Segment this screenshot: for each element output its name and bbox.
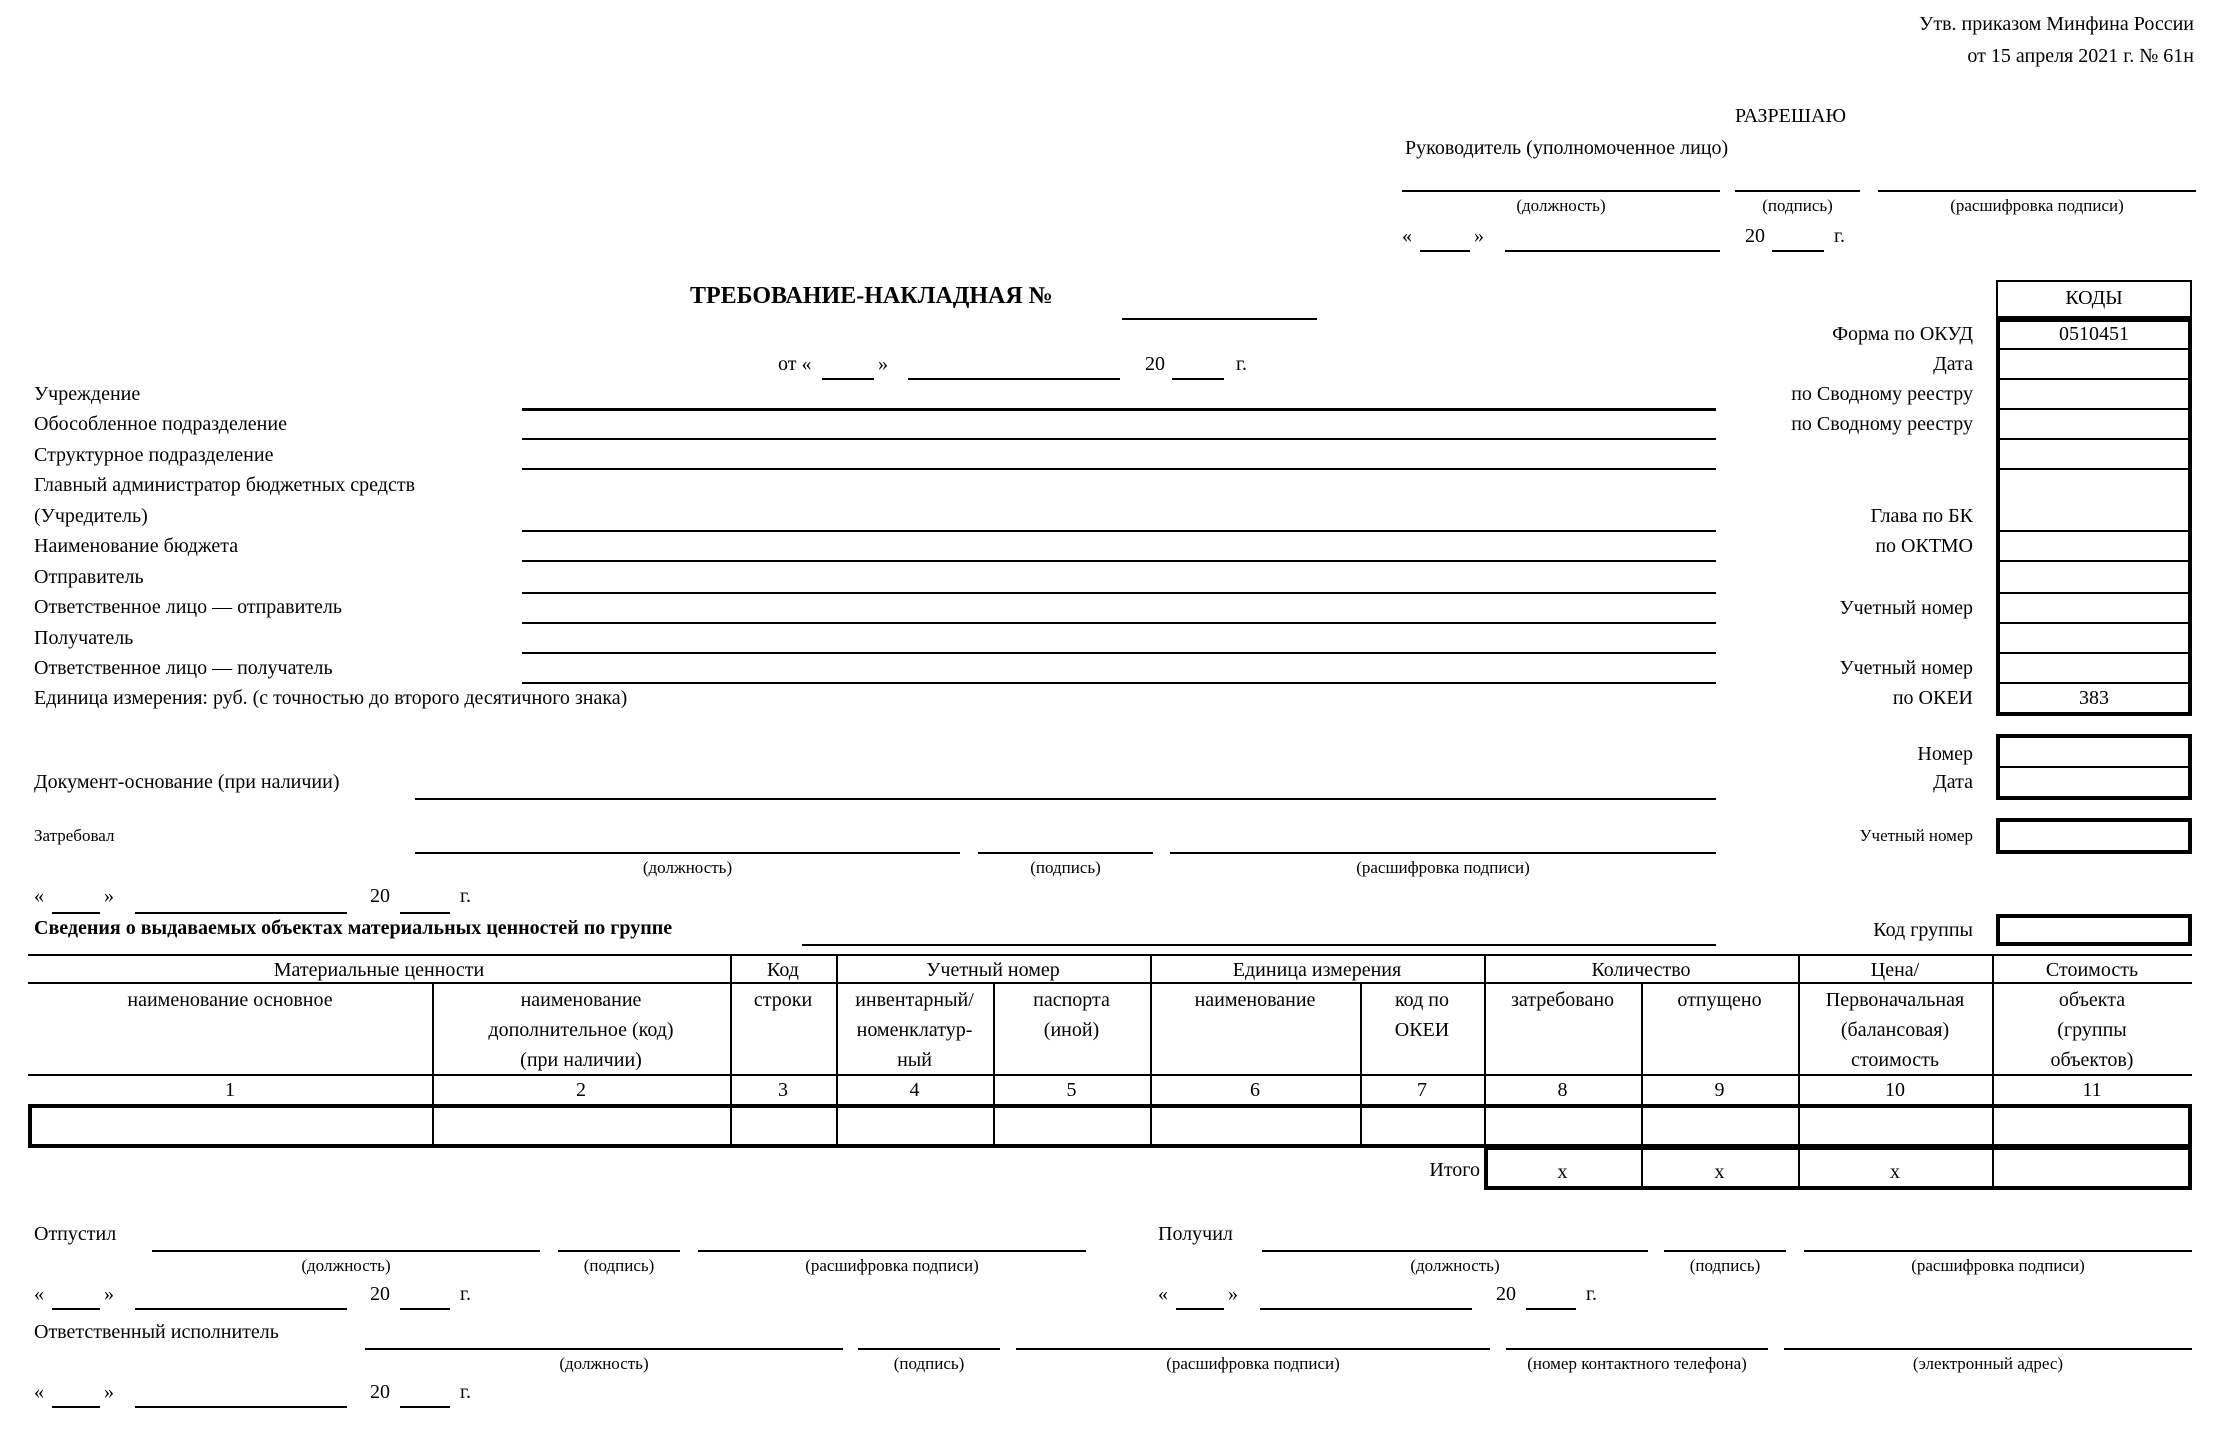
otpustil-cap-decoding: (расшифровка подписи) xyxy=(805,1256,979,1275)
okei-label: по ОКЕИ xyxy=(1892,687,1973,709)
th-stoim-1: Стоимость xyxy=(2045,959,2139,981)
okud-value: 0510451 xyxy=(2059,323,2129,345)
approve-q-open: « xyxy=(1402,225,1412,247)
otpustil-signature-line[interactable] xyxy=(558,1250,680,1252)
th-otp: отпущено xyxy=(1677,989,1762,1011)
uchet3-box xyxy=(1996,818,2192,854)
th-uchet: Учетный номер xyxy=(926,959,1060,981)
codes-row-sep xyxy=(1998,682,2190,684)
col-sep xyxy=(1484,954,1486,1148)
th-naim-dop-1: наименование xyxy=(520,989,642,1011)
otv-isp-cap-signature: (подпись) xyxy=(893,1354,965,1373)
th-stoim-3: (группы xyxy=(2057,1019,2127,1041)
codes-row-sep xyxy=(1998,530,2190,532)
approve-cap-position: (должность) xyxy=(1516,196,1606,215)
th-cena-2: Первоначальная xyxy=(1825,989,1965,1011)
th-cena-4: стоимость xyxy=(1851,1049,1939,1071)
col-num: 1 xyxy=(225,1079,235,1101)
approve-year: 20 xyxy=(1745,225,1765,247)
zatreb-month-line[interactable] xyxy=(135,912,347,914)
th-cena-3: (балансовая) xyxy=(1840,1019,1950,1041)
poluchil-position-line[interactable] xyxy=(1262,1250,1648,1252)
otv-isp-signature-line[interactable] xyxy=(858,1348,1000,1350)
date-label: Дата xyxy=(1933,353,1973,375)
date-g: г. xyxy=(1236,353,1247,375)
col-num: 4 xyxy=(909,1079,920,1101)
th-kod-1: Код xyxy=(767,959,799,981)
otv-isp-cap-phone: (номер контактного телефона) xyxy=(1527,1354,1747,1373)
poluchil-cap-position: (должность) xyxy=(1410,1256,1500,1275)
poluchil-decoding-line[interactable] xyxy=(1804,1250,2192,1252)
otv-isp-decoding-line[interactable] xyxy=(1016,1348,1490,1350)
glavny-label-2: (Учредитель) xyxy=(34,505,148,527)
zatreb-g: г. xyxy=(460,885,471,907)
poluchil-q-open: « xyxy=(1158,1283,1168,1305)
th-kol: Количество xyxy=(1591,959,1691,981)
otv-otpr-line[interactable] xyxy=(522,622,1716,624)
data2-label: Дата xyxy=(1933,771,1973,793)
otv-isp-g: г. xyxy=(460,1381,471,1403)
dokument-line[interactable] xyxy=(415,798,1716,800)
glavny-label-1: Главный администратор бюджетных средств xyxy=(34,474,416,496)
otpustil-decoding-line[interactable] xyxy=(698,1250,1086,1252)
date-day-line[interactable] xyxy=(822,378,874,380)
approve-month-line[interactable] xyxy=(1505,250,1720,252)
zatreb-cap-signature: (подпись) xyxy=(1030,858,1101,877)
date-q-close: » xyxy=(878,353,888,375)
table-header-bottom-line xyxy=(28,1074,2192,1076)
uchet3-label: Учетный номер xyxy=(1859,826,1973,845)
table-subheader-line xyxy=(28,982,2192,984)
th-naim-osn: наименование основное xyxy=(127,989,333,1011)
itogo-x: х xyxy=(1714,1161,1725,1183)
approve-g: г. xyxy=(1834,225,1845,247)
th-naim-dop-3: (при наличии) xyxy=(520,1049,642,1071)
section-title: Сведения о выдаваемых объектах материальных ценностей по группе xyxy=(34,917,673,939)
approve-q-close: » xyxy=(1474,225,1484,247)
zatreb-year: 20 xyxy=(370,885,390,907)
poluchil-g: г. xyxy=(1586,1283,1597,1305)
codes-row-sep xyxy=(1998,592,2190,594)
approve-cap-signature: (подпись) xyxy=(1762,196,1833,215)
poluchil-day-line[interactable] xyxy=(1176,1308,1224,1310)
zatreb-q-close: » xyxy=(104,885,114,907)
th-inv-3: ный xyxy=(897,1049,932,1071)
approval-line-2: от 15 апреля 2021 г. № 61н xyxy=(1967,45,2194,67)
codes-row-sep xyxy=(1998,622,2190,624)
itogo-x: х xyxy=(1890,1161,1900,1183)
codes-row-sep xyxy=(1998,348,2190,350)
otv-isp-q-close: » xyxy=(104,1381,114,1403)
col-num: 7 xyxy=(1417,1079,1427,1101)
th-kod-2: строки xyxy=(753,989,813,1011)
th-inv-2: номенклатур- xyxy=(856,1019,973,1041)
th-mat: Материальные ценности xyxy=(273,959,485,981)
th-ed-naim: наименование xyxy=(1194,989,1316,1011)
th-pasp-1: паспорта xyxy=(1033,989,1110,1011)
otpustil-g: г. xyxy=(460,1283,471,1305)
uchet-label-1: Учетный номер xyxy=(1839,597,1973,619)
poluchil-signature-line[interactable] xyxy=(1664,1250,1786,1252)
zatreboval-label: Затребовал xyxy=(34,826,115,845)
th-stoim-2: объекта xyxy=(2058,989,2126,1011)
approve-day-line[interactable] xyxy=(1420,250,1470,252)
th-zatr: затребовано xyxy=(1510,989,1615,1011)
obosob-label: Обособленное подразделение xyxy=(34,413,287,435)
poluchil-year-line[interactable] xyxy=(1526,1308,1576,1310)
date-month-line[interactable] xyxy=(908,378,1120,380)
poluchil-q-close: » xyxy=(1228,1283,1238,1305)
otv-isp-cap-decoding: (расшифровка подписи) xyxy=(1166,1354,1340,1373)
zatreb-signature-line[interactable] xyxy=(978,852,1153,854)
zatreb-q-open: « xyxy=(34,885,44,907)
okei-value: 383 xyxy=(2079,687,2109,709)
otpustil-position-line[interactable] xyxy=(152,1250,540,1252)
poluchil-year: 20 xyxy=(1496,1283,1516,1305)
date-year-line[interactable] xyxy=(1172,378,1224,380)
codes-row-sep xyxy=(1998,468,2190,470)
col-num: 2 xyxy=(576,1079,586,1101)
otv-isp-cap-position: (должность) xyxy=(559,1354,649,1373)
codes-row-sep xyxy=(1998,652,2190,654)
poluchil-month-line[interactable] xyxy=(1260,1308,1472,1310)
th-stoim-4: объектов) xyxy=(2050,1049,2134,1071)
uchrezhdenie-line[interactable] xyxy=(522,408,1716,411)
section-group-line[interactable] xyxy=(802,944,1716,946)
itogo-label: Итого xyxy=(1429,1159,1480,1181)
th-pasp-2: (иной) xyxy=(1043,1019,1100,1041)
col-num: 8 xyxy=(1557,1079,1568,1101)
poluchil-label: Получил xyxy=(1158,1223,1233,1245)
obosob-line[interactable] xyxy=(522,438,1716,440)
col-num: 3 xyxy=(778,1079,788,1101)
approve-position-line[interactable] xyxy=(1402,190,1720,192)
table-data-row[interactable] xyxy=(28,1104,2192,1148)
approve-signature-line[interactable] xyxy=(1735,190,1860,192)
otpustil-day-line[interactable] xyxy=(52,1308,100,1310)
uchrezhdenie-label: Учреждение xyxy=(34,383,141,405)
oktmo-label: по ОКТМО xyxy=(1875,535,1973,557)
th-cena-1: Цена/ xyxy=(1870,959,1920,981)
approval-line-1: Утв. приказом Минфина России xyxy=(1919,13,2194,35)
okud-label: Форма по ОКУД xyxy=(1832,323,1973,345)
zatreb-position-line[interactable] xyxy=(415,852,960,854)
edinica-label: Единица измерения: руб. (с точностью до второго десятичного знака) xyxy=(34,687,628,709)
col-sep xyxy=(730,954,732,1148)
otpustil-year: 20 xyxy=(370,1283,390,1305)
otpustil-label: Отпустил xyxy=(34,1223,117,1245)
otv-isp-q-open: « xyxy=(34,1381,44,1403)
codes-row-sep xyxy=(1998,408,2190,410)
reestr-label-1: по Сводному реестру xyxy=(1791,383,1973,405)
zatreb-year-line[interactable] xyxy=(400,912,450,914)
codes-row-sep xyxy=(1998,560,2190,562)
approve-cap-decoding: (расшифровка подписи) xyxy=(1950,196,2124,215)
approve-label: РАЗРЕШАЮ xyxy=(1735,105,1847,127)
zatreb-decoding-line[interactable] xyxy=(1170,852,1716,854)
struktur-line[interactable] xyxy=(522,468,1716,470)
otv-otpr-label: Ответственное лицо — отправитель xyxy=(34,596,343,618)
otpravitel-line[interactable] xyxy=(522,592,1716,594)
otv-isp-email-line[interactable] xyxy=(1784,1348,2192,1350)
otpustil-q-open: « xyxy=(34,1283,44,1305)
uchet-label-2: Учетный номер xyxy=(1839,657,1973,679)
otv-isp-phone-line[interactable] xyxy=(1506,1348,1768,1350)
otv-pol-label: Ответственное лицо — получатель xyxy=(34,657,333,679)
otpravitel-label: Отправитель xyxy=(34,566,144,588)
budget-label: Наименование бюджета xyxy=(34,535,239,557)
otv-isp-label: Ответственный исполнитель xyxy=(34,1321,279,1343)
codes-header: КОДЫ xyxy=(2065,287,2123,309)
otpustil-cap-signature: (подпись) xyxy=(583,1256,655,1275)
poluchatel-label: Получатель xyxy=(34,627,134,649)
struktur-label: Структурное подразделение xyxy=(34,444,274,466)
col-num: 11 xyxy=(2082,1079,2102,1101)
glavny-line[interactable] xyxy=(522,530,1716,532)
approve-year-line[interactable] xyxy=(1772,250,1824,252)
zatreb-cap-decoding: (расшифровка подписи) xyxy=(1356,858,1530,877)
table-top-line xyxy=(28,954,2192,956)
col-num: 9 xyxy=(1714,1079,1725,1101)
otv-isp-year-line[interactable] xyxy=(400,1406,450,1408)
otpustil-month-line[interactable] xyxy=(135,1308,347,1310)
zatreb-day-line[interactable] xyxy=(52,912,100,914)
col-num: 5 xyxy=(1066,1079,1077,1101)
poluchatel-line[interactable] xyxy=(522,652,1716,654)
zatreb-cap-position: (должность) xyxy=(642,858,733,877)
kod-gruppy-label: Код группы xyxy=(1873,919,1973,941)
codes-row-sep xyxy=(1998,438,2190,440)
poluchil-cap-signature: (подпись) xyxy=(1689,1256,1761,1275)
kod-gruppy-box xyxy=(1996,914,2192,946)
otpustil-cap-position: (должность) xyxy=(301,1256,391,1275)
poluchil-cap-decoding: (расшифровка подписи) xyxy=(1911,1256,2085,1275)
otv-isp-year: 20 xyxy=(370,1381,390,1403)
glava-label: Глава по БК xyxy=(1870,505,1973,527)
th-okei-2: ОКЕИ xyxy=(1394,1019,1450,1041)
col-num: 6 xyxy=(1250,1079,1260,1101)
otv-isp-month-line[interactable] xyxy=(135,1406,347,1408)
codes-row-sep xyxy=(1998,378,2190,380)
budget-line[interactable] xyxy=(522,560,1716,562)
th-inv-1: инвентарный/ xyxy=(855,989,974,1011)
col-sep xyxy=(1150,954,1152,1148)
otv-isp-cap-email: (электронный адрес) xyxy=(1912,1354,2064,1373)
date-year: 20 xyxy=(1145,353,1165,375)
doc-number-line[interactable] xyxy=(1122,318,1317,320)
itogo-x: х xyxy=(1557,1161,1568,1183)
dokument-label: Документ-основание (при наличии) xyxy=(34,771,340,793)
otv-isp-day-line[interactable] xyxy=(52,1406,100,1408)
approve-decoding-line[interactable] xyxy=(1878,190,2196,192)
doc-title: ТРЕБОВАНИЕ-НАКЛАДНАЯ № xyxy=(690,283,1053,309)
th-naim-dop-2: дополнительное (код) xyxy=(488,1019,674,1041)
col-num: 10 xyxy=(1885,1079,1905,1101)
reestr-label-2: по Сводному реестру xyxy=(1791,413,1973,435)
otv-isp-position-line[interactable] xyxy=(365,1348,843,1350)
osnovanie-sep xyxy=(1998,766,2190,768)
head-label: Руководитель (уполномоченное лицо) xyxy=(1405,137,1729,159)
otv-pol-line[interactable] xyxy=(522,682,1716,684)
otpustil-q-close: » xyxy=(104,1283,114,1305)
nomer-label: Номер xyxy=(1917,743,1973,765)
otpustil-year-line[interactable] xyxy=(400,1308,450,1310)
th-okei-1: код по xyxy=(1394,989,1449,1011)
date-from: от « xyxy=(778,353,812,375)
th-ed: Единица измерения xyxy=(1232,959,1402,981)
